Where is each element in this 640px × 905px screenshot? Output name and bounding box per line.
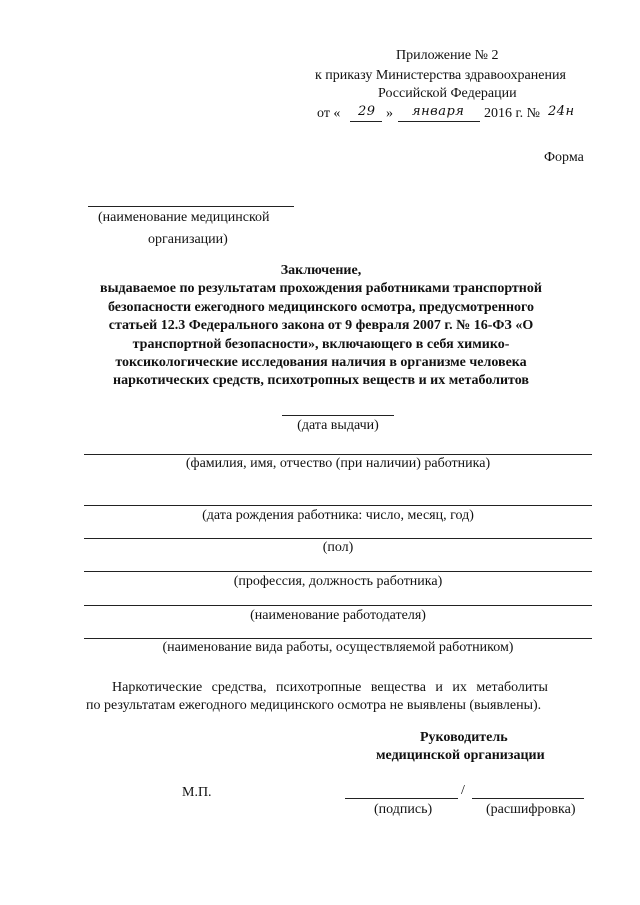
form-label: Форма	[544, 150, 584, 165]
full-name-caption: (фамилия, имя, отчество (при наличии) работника)	[185, 456, 491, 471]
signature-slash: /	[461, 783, 465, 798]
date-day-underline	[350, 121, 382, 122]
profession-caption: (профессия, должность работника)	[233, 574, 443, 589]
conclusion-line-1: Наркотические средства, психотропные вещества и их метаболиты	[112, 680, 548, 695]
title-line-6: токсикологические исследования наличия в организме человека	[115, 355, 527, 371]
head-title-line1: Руководитель	[420, 730, 508, 745]
decoding-line	[472, 798, 584, 799]
work-type-line	[84, 638, 592, 639]
title-line-5: транспортной безопасности», включающего в себя химико-	[132, 336, 510, 352]
date-day-handwritten: 29	[358, 104, 376, 119]
title-line-1: Заключение,	[280, 263, 362, 278]
title-line-7: наркотических средств, психотропных веществ и их метаболитов	[113, 373, 529, 389]
profession-line	[84, 571, 592, 572]
stamp-label: М.П.	[182, 785, 212, 800]
full-name-line	[84, 454, 592, 455]
sex-line	[84, 538, 592, 539]
signature-line	[345, 798, 458, 799]
date-month-underline	[398, 121, 480, 122]
title-line-4: статьей 12.3 Федерального закона от 9 февраля 2007 г. № 16-ФЗ «О	[108, 318, 534, 334]
organization-caption-line2: организации)	[148, 232, 228, 247]
date-month-handwritten: января	[412, 104, 465, 119]
date-mid: »	[386, 106, 393, 121]
appendix-order-line: к приказу Министерства здравоохранения	[315, 68, 566, 83]
conclusion-line-2: по результатам ежегодного медицинского осмотра не выявлены (выявлены).	[86, 698, 542, 713]
title-line-2: выдаваемое по результатам прохождения работниками транспортной	[100, 281, 542, 297]
sex-caption: (пол)	[322, 540, 354, 555]
work-type-caption: (наименование вида работы, осуществляемой работником)	[162, 640, 514, 655]
document-title	[86, 262, 556, 391]
employer-line	[84, 605, 592, 606]
organization-caption-line1: (наименование медицинской	[98, 210, 270, 225]
title-line-3: безопасности ежегодного медицинского осмотра, предусмотренного	[107, 299, 535, 315]
date-year: 2016 г. №	[484, 106, 541, 121]
issue-date-caption: (дата выдачи)	[297, 418, 379, 433]
employer-caption: (наименование работодателя)	[250, 608, 426, 623]
issue-date-line	[282, 415, 394, 416]
decoding-caption: (расшифровка)	[486, 802, 576, 817]
signature-caption: (подпись)	[374, 802, 433, 817]
birth-date-line	[84, 505, 592, 506]
head-title-line2: медицинской организации	[376, 748, 545, 763]
appendix-title: Приложение № 2	[396, 48, 499, 63]
date-prefix: от «	[317, 106, 341, 121]
birth-date-caption: (дата рождения работника: число, месяц, год)	[202, 508, 474, 523]
organization-name-line	[88, 206, 294, 207]
date-number-handwritten: 24н	[548, 104, 575, 119]
appendix-federation-line: Российской Федерации	[378, 86, 517, 101]
